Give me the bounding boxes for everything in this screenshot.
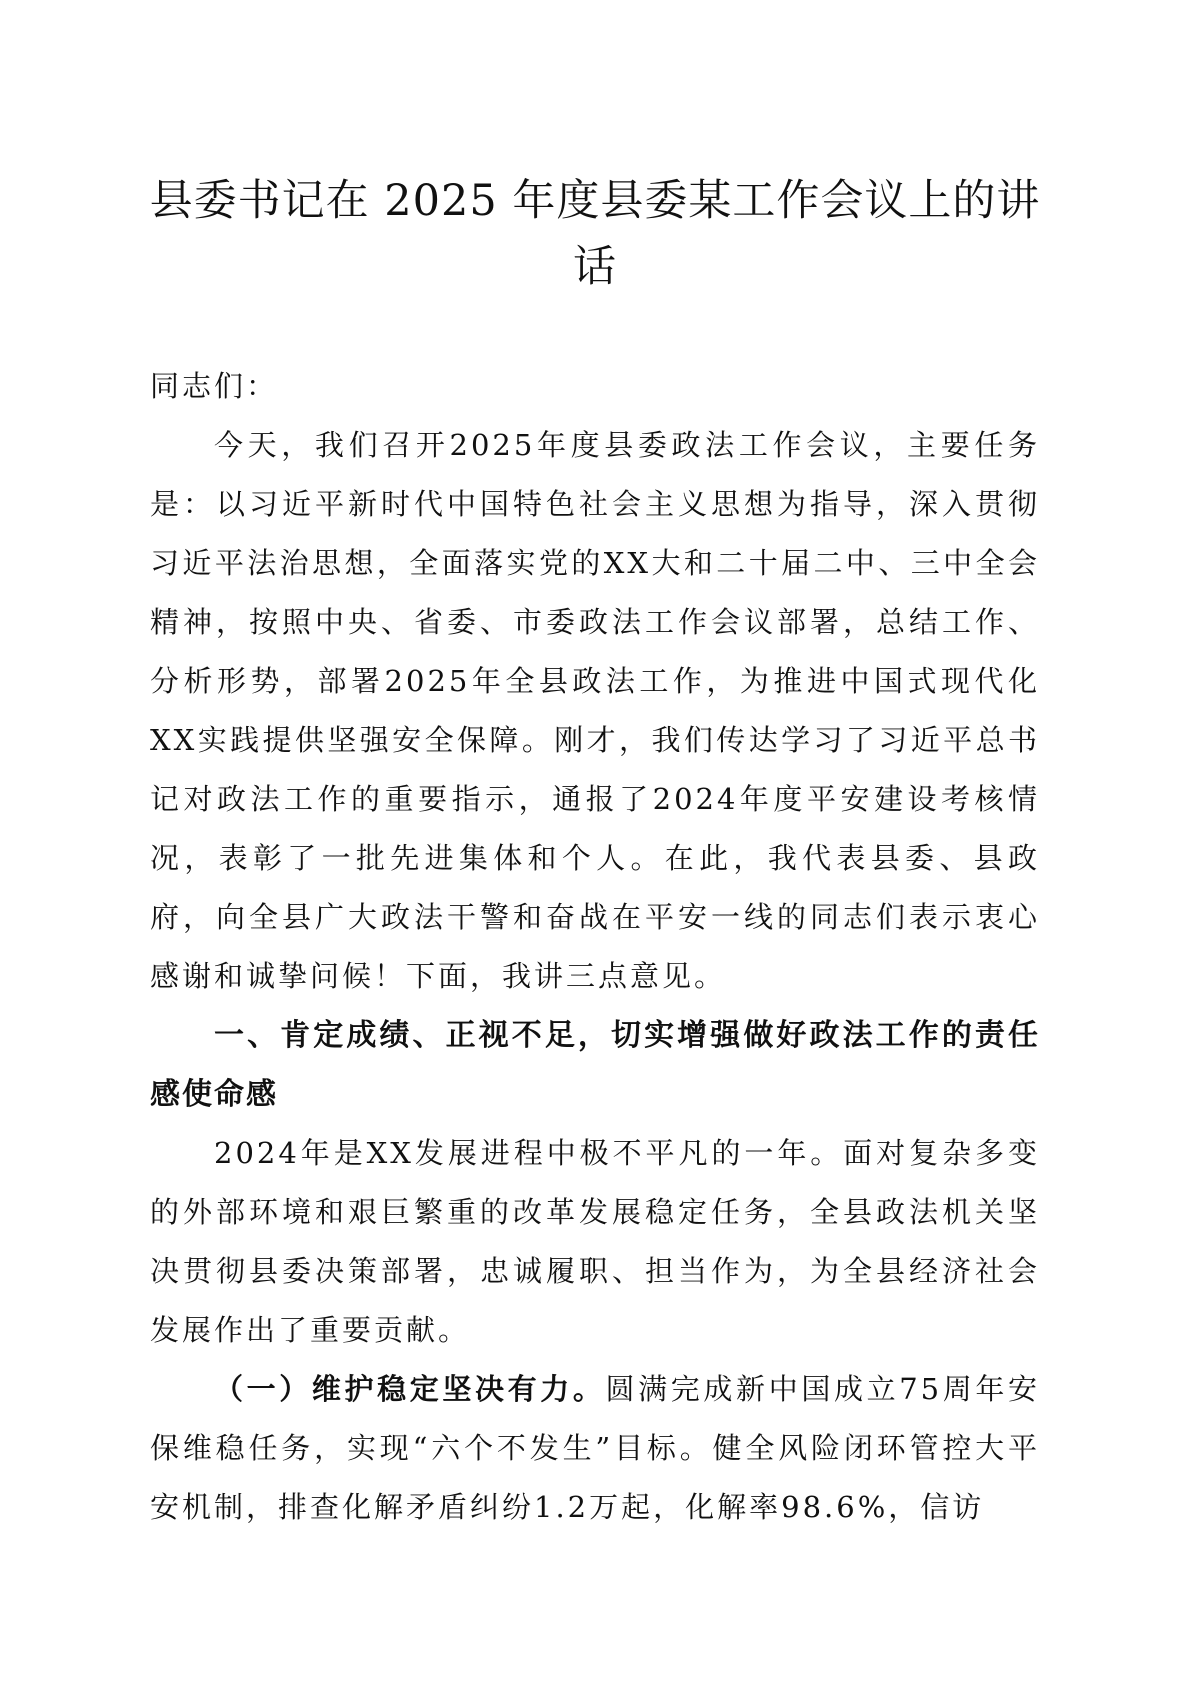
- section-one-heading: 一、肯定成绩、正视不足，切实增强做好政法工作的责任感使命感: [150, 1018, 1040, 1112]
- document-body: [150, 357, 1040, 1537]
- section-one-paragraph: 2024年是XX发展进程中极不平凡的一年。面对复杂多变的外部环境和艰巨繁重的改革发展稳定任务，全县政法机关坚决贯彻县委决策部署，忠诚履职、担当作为，为全县经济社会发展作出了重要贡献。: [150, 1136, 1040, 1347]
- document-title: 县委书记在 2025 年度县委某工作会议上的讲话: [149, 176, 1041, 292]
- subsection-one-heading: （一）维护稳定坚决有力。: [214, 1372, 606, 1406]
- salutation: 同志们：: [150, 369, 279, 403]
- subsection-one-text: 圆满完成新中国成立75周年安保维稳任务，实现“六个不发生”目标。健全风险闭环管控大平安机制，排查化解矛盾纠纷1.2万起，化解率98.6%，信访: [150, 1372, 1040, 1524]
- subsection-one-paragraph: [150, 1360, 1040, 1537]
- intro-paragraph: 今天，我们召开2025年度县委政法工作会议，主要任务是：以习近平新时代中国特色社会主义思想为指导，深入贯彻习近平法治思想，全面落实党的XX大和二十届二中、三中全会精神，按照中央、省委、市委政法工作会议部署，总结工作、分析形势，部署2025年全县政法工作，为推进中国式现代化XX实践提供坚强安全保障。刚才，我们传达学习了习近平总书记对政法工作的重要指示，通报了2024年度平安建设考核情况，表彰了一批先进集体和个人。在此，我代表县委、县政府，向全县广大政法干警和奋战在平安一线的同志们表示衷心感谢和诚挚问候！下面，我讲三点意见。: [150, 428, 1040, 993]
